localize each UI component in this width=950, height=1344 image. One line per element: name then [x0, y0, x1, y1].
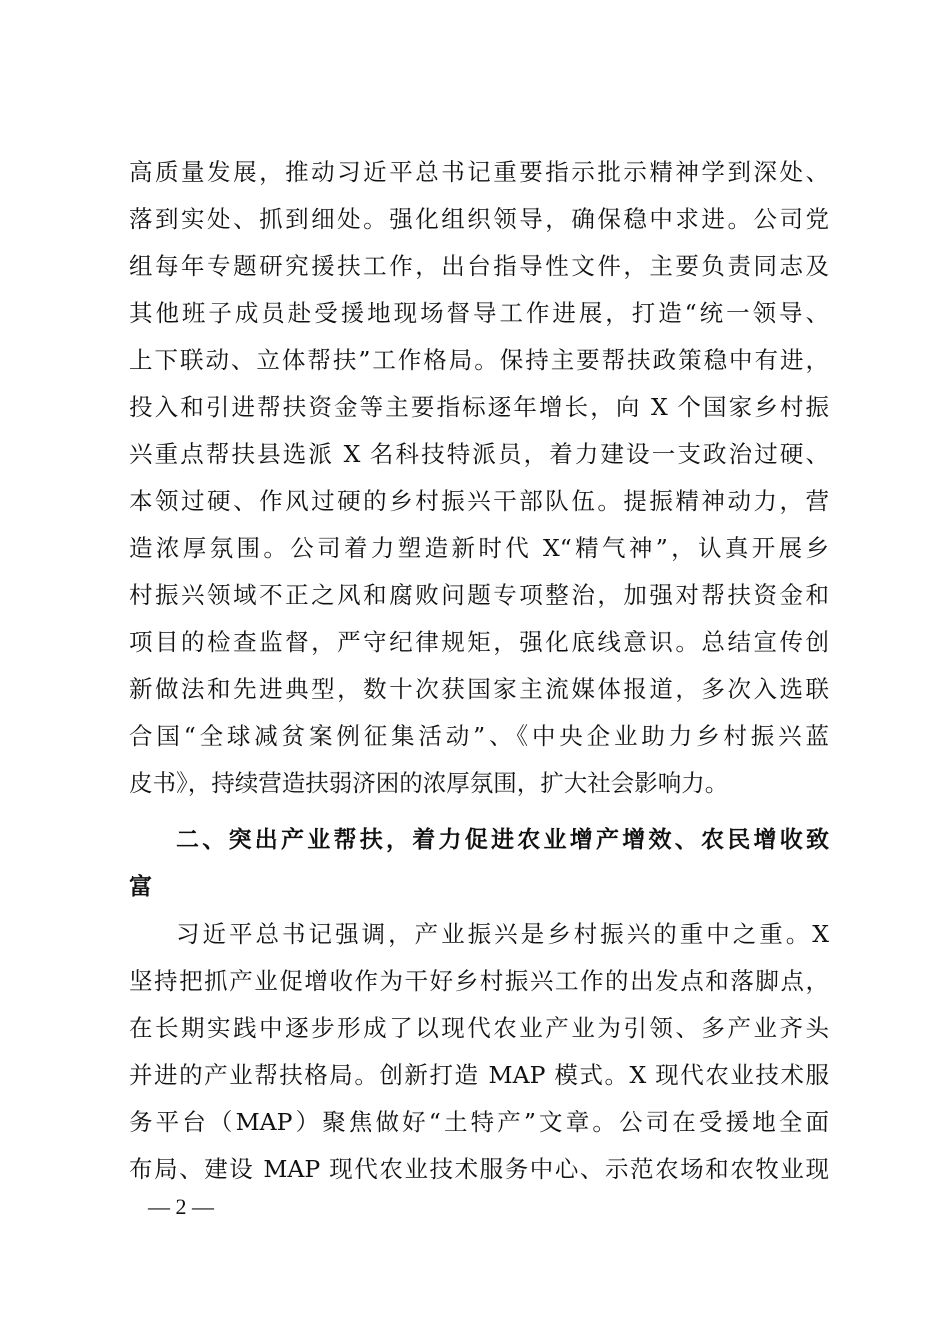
body-text-line: 并进的产业帮扶格局。创新打造 MAP 模式。X 现代农业技术服: [129, 1061, 829, 1089]
body-text-line: 皮书》，持续营造扶弱济困的浓厚氛围，扩大社会影响力。: [129, 769, 729, 797]
body-text-line: 在长期实践中逐步形成了以现代农业产业为引领、多产业齐头: [129, 1014, 829, 1042]
body-text-line: 项目的检查监督，严守纪律规矩，强化底线意识。总结宣传创: [129, 628, 829, 656]
body-text-line: 村振兴领域不正之风和腐败问题专项整治，加强对帮扶资金和: [129, 581, 829, 609]
body-text-line: 造浓厚氛围。公司着力塑造新时代 X“精气神”，认真开展乡: [129, 534, 829, 562]
body-text-line: 习近平总书记强调，产业振兴是乡村振兴的重中之重。X: [176, 920, 829, 948]
body-text-line: 布局、建设 MAP 现代农业技术服务中心、示范农场和农牧业现: [129, 1155, 829, 1183]
body-text-line: 其他班子成员赴受援地现场督导工作进展，打造“统一领导、: [129, 299, 829, 327]
body-text-line: 投入和引进帮扶资金等主要指标逐年增长，向 X 个国家乡村振: [129, 393, 829, 421]
body-text-line: 本领过硬、作风过硬的乡村振兴干部队伍。提振精神动力，营: [129, 487, 829, 515]
body-text-line: 组每年专题研究援扶工作，出台指导性文件，主要负责同志及: [129, 252, 829, 280]
body-text-line: 兴重点帮扶县选派 X 名科技特派员，着力建设一支政治过硬、: [129, 440, 829, 468]
body-text-line: 落到实处、抓到细处。强化组织领导，确保稳中求进。公司党: [129, 205, 829, 233]
section-heading-line: 二、突出产业帮扶，着力促进农业增产增效、农民增收致: [176, 827, 829, 853]
body-text-line: 坚持把抓产业促增收作为干好乡村振兴工作的出发点和落脚点，: [129, 967, 829, 995]
page-number: — 2 —: [148, 1194, 214, 1219]
body-text-line: 高质量发展，推动习近平总书记重要指示批示精神学到深处、: [129, 158, 829, 186]
section-heading-line: 富: [129, 874, 152, 900]
body-text-line: 上下联动、立体帮扶”工作格局。保持主要帮扶政策稳中有进，: [129, 346, 829, 374]
body-text-line: 合国“全球减贫案例征集活动”、《中央企业助力乡村振兴蓝: [129, 722, 829, 750]
body-text-line: 新做法和先进典型，数十次获国家主流媒体报道，多次入选联: [129, 675, 829, 703]
body-text-line: 务平台（MAP）聚焦做好“土特产”文章。公司在受援地全面: [129, 1108, 829, 1136]
